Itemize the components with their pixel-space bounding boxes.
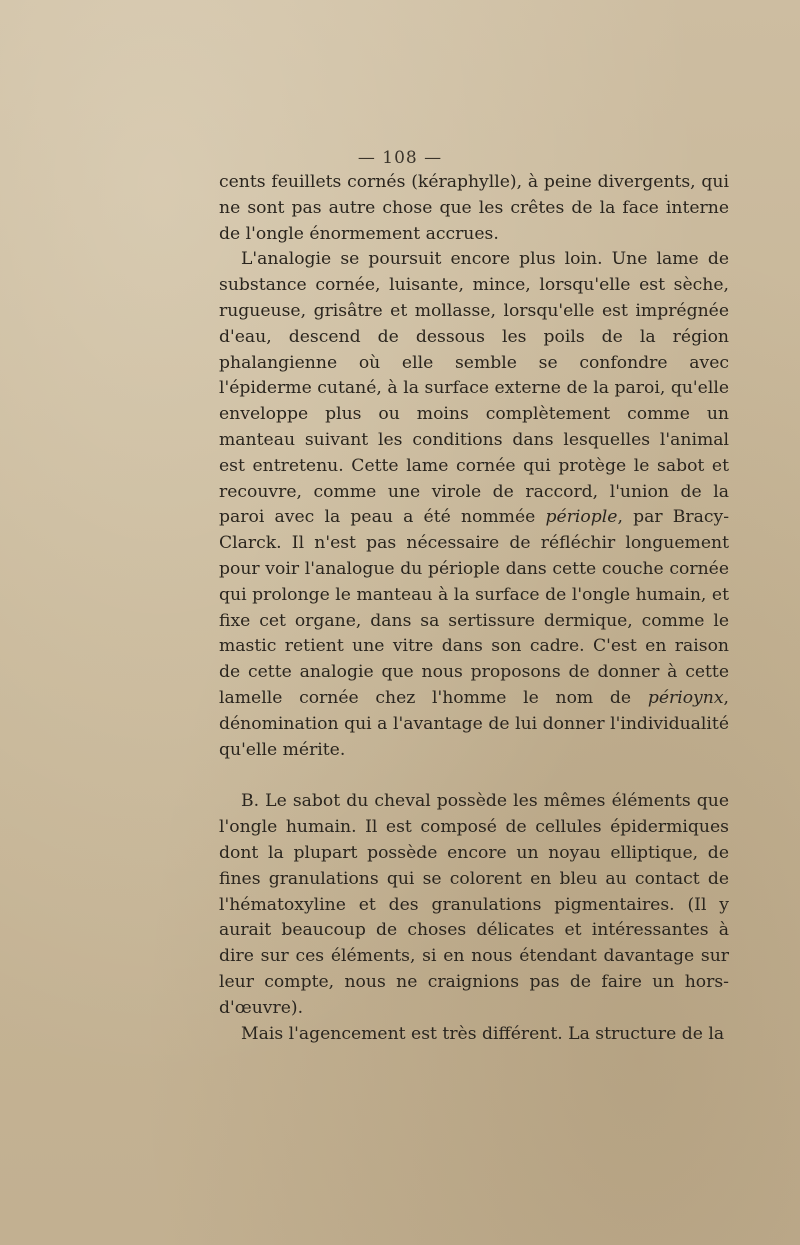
text-run: Mais l'agencement est très différent. La structure de la xyxy=(241,1023,725,1044)
body-text xyxy=(219,170,729,1047)
text-run: cents feuillets cornés (kéraphylle), à peine divergents, qui ne sont pas autre chose que les crêtes de la face interne de l'ongle énormement accrues. xyxy=(219,172,729,244)
text-run: B. Le sabot du cheval possède les mêmes éléments que l'ongle humain. Il est composé de cellules épidermiques dont la plupart possède encore un noyau elliptique, de fines granulations qui se colorent en bleu au contact de l'hématoxyline et des granulations pigmentaires. (Il y aurait beaucoup de choses délicates et intéressantes à dire sur ces éléments, si en nous étendant davantage sur leur compte, nous ne craignions pas de faire un hors-d'œuvre). xyxy=(219,791,729,1018)
text-run: L'analogie se poursuit encore plus loin. Une lame de substance cornée, luisante, mince, lorsqu'elle est sèche, rugueuse, grisâtre et mollasse, lorsqu'elle est imprégnée d'eau, descend de dessous les poils de la région phalangienne où elle semble se confondre avec l'épiderme cutané, à la surface externe de la paroi, qu'elle enveloppe plus ou moins complètement comme un manteau suivant les conditions dans lesquelles l'animal est entretenu. Cette lame cornée qui protège le sabot et recouvre, comme une virole de raccord, l'union de la paroi avec la peau a été nommée xyxy=(219,249,729,528)
paragraph xyxy=(219,1022,729,1048)
paragraph xyxy=(219,247,729,763)
text-run: , par Bracy-Clarck. Il n'est pas nécessaire de réfléchir longuement pour voir l'analogue du périople dans cette couche cornée qui prolonge le manteau à la surface de l'ongle humain, et fixe cet organe, dans sa sertissure dermique, comme le mastic retient une vitre dans son cadre. C'est en raison de cette analogie que nous proposons de donner à cette lamelle cornée chez l'homme le nom de xyxy=(219,507,729,708)
italic-term: périoynx xyxy=(647,687,724,708)
paragraph xyxy=(219,789,729,1021)
italic-term: périople xyxy=(545,507,618,528)
page-number: — 108 — xyxy=(357,148,443,168)
paragraph xyxy=(219,170,729,247)
text-run: , dénomination qui a l'avantage de lui donner l'individualité qu'elle mérite. xyxy=(219,687,729,760)
paragraph-gap xyxy=(219,763,729,789)
